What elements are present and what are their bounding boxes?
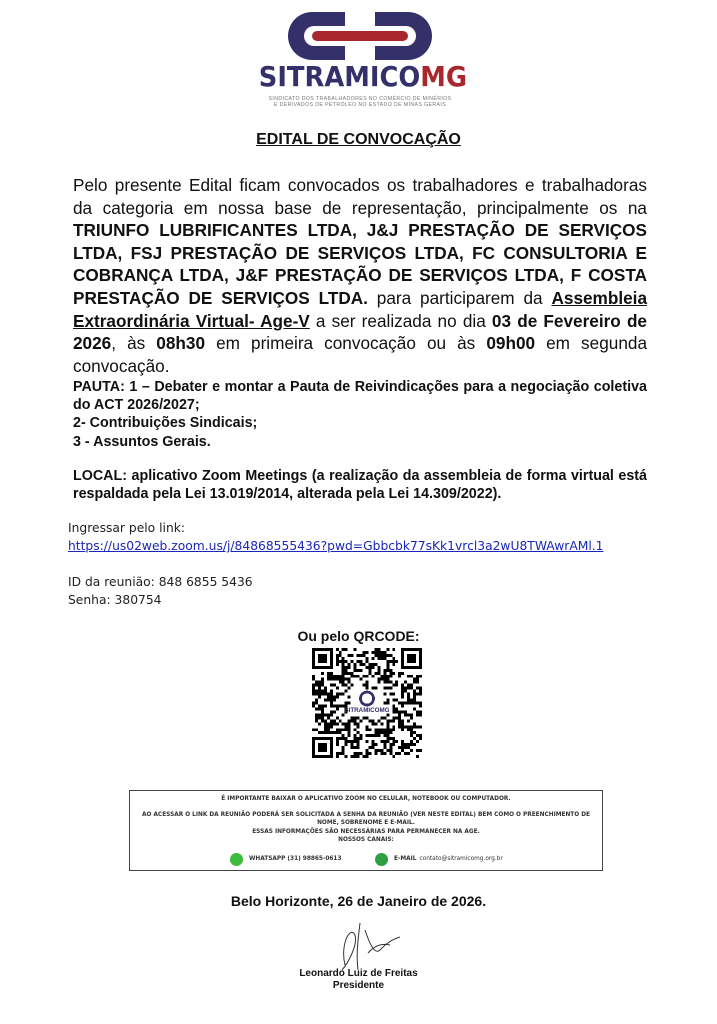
paragraph-segment: a ser realizada no dia (309, 310, 492, 331)
qr-label: Ou pelo QRCODE: (297, 628, 420, 644)
meeting-password: Senha: 380754 (68, 593, 162, 607)
paragraph-segment: para participarem da (367, 287, 552, 308)
notice-line: ESSAS INFORMAÇÕES SÃO NECESSÁRIAS PARA PERMANECER NA AGE. (252, 828, 480, 835)
qr-center-logo: SITRAMICOMG (344, 707, 390, 715)
whatsapp-number: WHATSAPP (31) 98865-0613 (249, 856, 342, 863)
brand-name: SITRAMICOMG (258, 60, 468, 93)
chain-link-icon (250, 8, 470, 63)
zoom-link[interactable]: https://us02web.zoom.us/j/84868555436?pwd=Gbbcbk77sKk1vrcl3a2wU8TWAwrAMl.1 (68, 539, 604, 553)
email-icon (375, 853, 388, 866)
whatsapp-icon (230, 853, 243, 866)
paragraph-segment: 03 de Fevereiro de 2026 (73, 310, 647, 354)
paragraph-segment: , às (111, 333, 157, 354)
paragraph-segment: TRIUNFO LUBRIFICANTES LTDA, J&J PRESTAÇÃO DE SERVIÇOS LTDA, FSJ PRESTAÇÃO DE SERVIÇOS LTDA, FC CONSULTORIA E COBRANÇA LTDA, J&F PRESTAÇÃO DE SERVIÇOS LTDA, F COSTA PRESTAÇÃO DE SERVIÇOS LTDA. (73, 220, 647, 308)
signatory-role: Presidente (332, 980, 385, 991)
whatsapp-channel (230, 853, 342, 866)
email-label: E-MAIL (394, 856, 417, 863)
notice-box (129, 790, 603, 871)
notice-line: NOSSOS CANAIS: (338, 836, 394, 843)
paragraph-segment: 08h30 (156, 333, 206, 354)
paragraph-segment: em segunda convocação. (73, 333, 647, 376)
union-logo (250, 8, 470, 108)
brand-subtitle: SINDICATO DOS TRABALHADORES NO COMÉRCIO DE MINÉRIOS E DERIVADOS DE PETRÓLEO NO ESTADO DE MINAS GERAIS (268, 96, 452, 109)
agenda-item-1: PAUTA: 1 – Debater e montar a Pauta de Reivindicações para a negociação coletiva do ACT 2026/2027; (73, 379, 647, 414)
signature (320, 915, 410, 975)
qr-code[interactable] (312, 648, 422, 758)
email-channel (375, 853, 503, 866)
location-paragraph: LOCAL: aplicativo Zoom Meetings (a realização da assembleia de forma virtual está respaldada pela Lei 13.019/2014, alterada pela Lei 14.309/2022). (73, 468, 647, 503)
paragraph-segment: Assembleia Extraordinária Virtual- Age-V (73, 287, 648, 331)
agenda (73, 378, 647, 451)
convocation-paragraph (73, 174, 647, 377)
city-date: Belo Horizonte, 26 de Janeiro de 2026. (230, 893, 487, 909)
link-label: Ingressar pelo link: (68, 521, 186, 535)
signatory (0, 968, 717, 992)
meeting-id: ID da reunião: 848 6855 5436 (68, 575, 253, 589)
paragraph-segment: em primeira convocação ou às (205, 333, 487, 354)
meeting-info (68, 519, 668, 609)
email-address: contato@sitramicomg.org.br (419, 856, 503, 863)
notice-line: É IMPORTANTE BAIXAR O APLICATIVO ZOOM NO CELULAR, NOTEBOOK OU COMPUTADOR. (221, 796, 511, 802)
paragraph-segment: Pelo presente Edital ficam convocados os trabalhadores e trabalhadoras da categoria em nossa base de representação, principalmente os na (73, 175, 647, 218)
signatory-name: Leonardo Luiz de Freitas (299, 968, 418, 979)
agenda-item-2: 2- Contribuições Sindicais; (73, 415, 258, 432)
paragraph-segment: 09h00 (486, 333, 536, 354)
document-title: EDITAL DE CONVOCAÇÃO (256, 131, 461, 148)
notice-line: AO ACESSAR O LINK DA REUNIÃO PODERÁ SER SOLICITADA A SENHA DA REUNIÃO (VER NESTE EDITAL) BEM COMO O PREENCHIMENTO DE NOME, SOBRENOME E E-MAIL. (142, 812, 590, 827)
agenda-item-3: 3 - Assuntos Gerais. (73, 433, 211, 450)
